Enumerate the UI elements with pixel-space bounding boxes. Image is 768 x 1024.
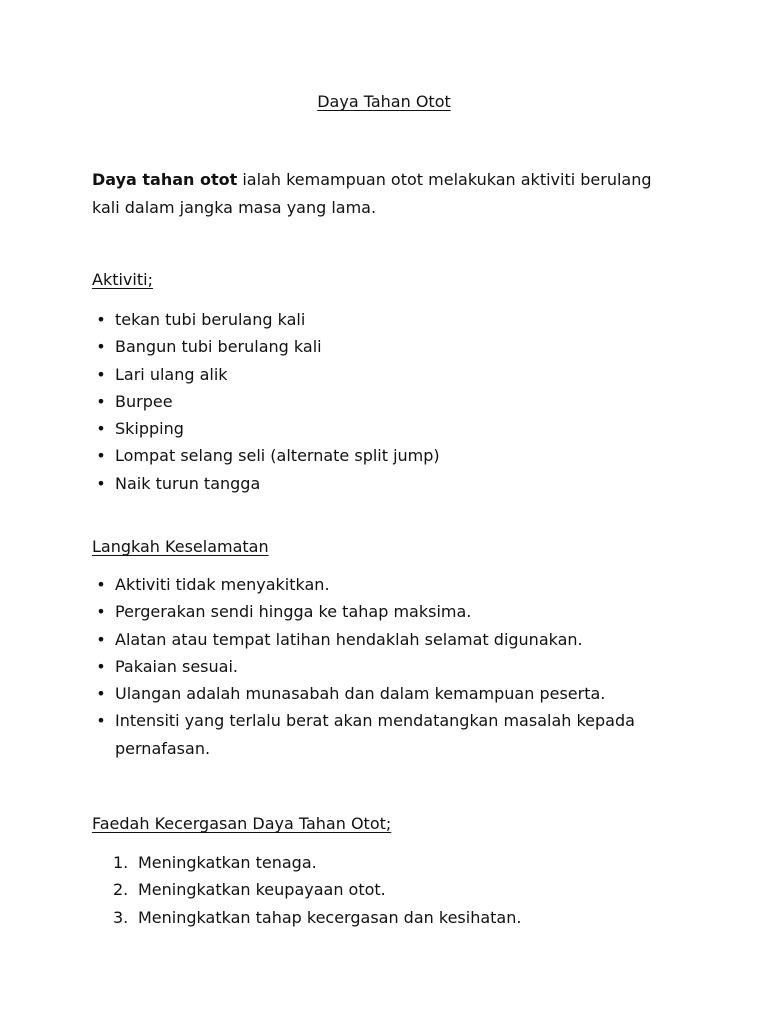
bullet-icon: • (96, 364, 106, 384)
list-item (92, 333, 692, 360)
list-item-text: Meningkatkan tenaga. (138, 853, 317, 872)
keselamatan-heading: Langkah Keselamatan (92, 537, 269, 556)
list-item (92, 571, 692, 598)
list-item (92, 598, 692, 625)
list-item-text: Naik turun tangga (115, 473, 261, 493)
bullet-icon: • (96, 473, 106, 493)
definition-paragraph (92, 166, 682, 222)
list-item (92, 904, 692, 931)
list-item-text: Pergerakan sendi hingga ke tahap maksima. (115, 602, 472, 622)
bullet-icon: • (96, 711, 106, 731)
list-item (92, 653, 692, 680)
bullet-icon: • (96, 602, 106, 622)
list-item-text: Burpee (115, 391, 173, 411)
bullet-icon: • (96, 419, 106, 439)
list-item-text: Bangun tubi berulang kali (115, 337, 322, 357)
list-item-text: Intensiti yang terlalu berat akan mendatangkan masalah kepada pernafasan. (115, 711, 635, 758)
bullet-icon: • (96, 310, 106, 329)
bullet-icon: • (96, 446, 106, 466)
bullet-icon: • (96, 391, 106, 411)
faedah-list (92, 849, 692, 931)
list-item (92, 876, 692, 903)
list-item (92, 707, 675, 762)
bullet-icon: • (96, 656, 106, 676)
list-item (92, 388, 692, 415)
bullet-icon: • (96, 684, 106, 704)
definition-term: Daya tahan otot (92, 170, 238, 189)
list-number: 1. (113, 853, 129, 872)
bullet-icon: • (96, 337, 106, 357)
list-item (92, 680, 692, 707)
aktiviti-list (92, 306, 692, 497)
list-item (92, 442, 692, 469)
list-item (92, 849, 692, 876)
list-item (92, 361, 692, 388)
list-item-text: Meningkatkan keupayaan otot. (138, 880, 386, 900)
list-item (92, 415, 692, 442)
list-item-text: Alatan atau tempat latihan hendaklah selamat digunakan. (115, 629, 583, 649)
bullet-icon: • (96, 629, 106, 649)
list-number: 3. (113, 907, 129, 927)
list-item-text: Skipping (115, 419, 184, 439)
keselamatan-list (92, 571, 692, 762)
list-item-text: Pakaian sesuai. (115, 656, 238, 676)
page-title: Daya Tahan Otot (317, 92, 451, 111)
definition-text: ialah kemampuan otot melakukan aktiviti berulang kali dalam jangka masa yang lama. (92, 170, 652, 217)
list-item-text: tekan tubi berulang kali (115, 310, 306, 329)
bullet-icon: • (96, 575, 106, 594)
list-item (92, 470, 692, 497)
list-number: 2. (113, 880, 129, 900)
list-item (92, 306, 692, 333)
list-item-text: Lompat selang seli (alternate split jump) (115, 446, 440, 466)
aktiviti-heading: Aktiviti; (92, 270, 153, 289)
list-item-text: Aktiviti tidak menyakitkan. (115, 575, 330, 594)
list-item-text: Ulangan adalah munasabah dan dalam kemampuan peserta. (115, 684, 606, 704)
list-item (92, 626, 692, 653)
list-item-text: Meningkatkan tahap kecergasan dan kesihatan. (138, 907, 522, 927)
list-item-text: Lari ulang alik (115, 364, 228, 384)
faedah-heading: Faedah Kecergasan Daya Tahan Otot; (92, 814, 392, 833)
